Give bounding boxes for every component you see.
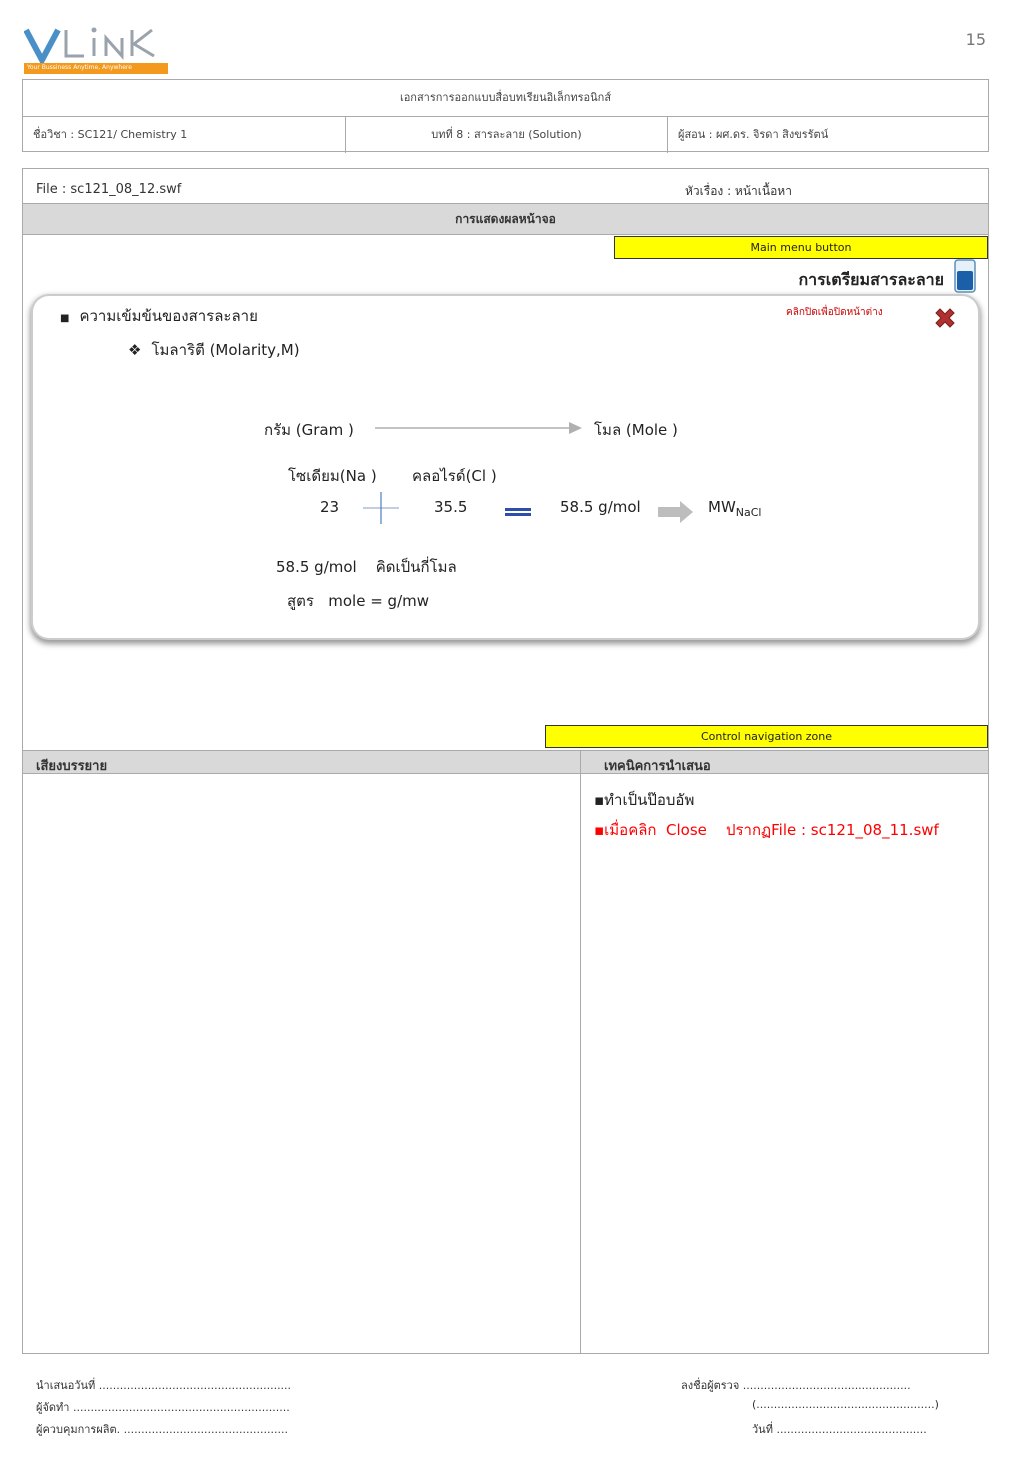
checker-name: (...................................................) — [752, 1398, 939, 1411]
bullet-concentration: ■ ความเข้มข้นของสารละลาย — [60, 307, 258, 325]
molar-mass-value: 58.5 g/mol — [560, 498, 641, 516]
doc-header-table — [22, 79, 989, 152]
vlink-logo — [24, 22, 174, 76]
question-text: 58.5 g/mol คิดเป็นกี่โมล — [276, 558, 457, 576]
sodium-label: โซเดียม(Na ) — [288, 467, 377, 485]
logo-brand — [174, 22, 175, 23]
control-navigation-zone[interactable]: Control navigation zone — [545, 725, 988, 748]
chapter-cell: บทที่ 8 : สารละลาย (Solution) — [346, 117, 668, 153]
technique-header: เทคนิคการนำเสนอ — [604, 759, 711, 774]
screen-display-header: การแสดงผลหน้าจอ — [23, 203, 988, 235]
gram-label: กรัม (Gram ) — [264, 421, 354, 439]
formula-text: สูตร mole = g/mw — [287, 592, 430, 610]
bottom-header-row — [23, 750, 988, 774]
technique-item: ▪ทำเป็นป๊อบอัพ — [594, 791, 695, 809]
checker-signature: ลงชื่อผู้ตรวจ ................................................ — [681, 1379, 911, 1392]
narration-header: เสียงบรรยาย — [36, 759, 108, 774]
chloride-label: คลอไรด์(Cl ) — [412, 467, 497, 485]
gram-to-mole-arrow — [375, 420, 583, 439]
sodium-mass: 23 — [320, 498, 340, 516]
file-label: File : sc121_08_12.swf — [36, 182, 182, 197]
logo-tagline: Your Bussiness Anytime, Anywhere — [27, 64, 132, 71]
page-number: 15 — [965, 30, 986, 49]
sub-bullet-molarity: ❖ โมลาริตี (Molarity,M) — [128, 341, 300, 359]
topic-label: หัวเรื่อง : หน้าเนื้อหา — [685, 184, 792, 198]
mw-nacl-label: $MW_{NaCl}$ — [708, 498, 762, 519]
prep-solution-title: การเตรียมสารละลาย — [798, 270, 944, 289]
subject-cell: ชื่อวิชา : SC121/ Chemistry 1 — [23, 117, 346, 153]
plus-icon — [363, 492, 399, 528]
main-menu-button[interactable]: Main menu button — [614, 236, 988, 259]
mole-label: โมล (Mole ) — [594, 421, 678, 439]
technique-item: ▪เมื่อคลิก Close ปรากฏFile : sc121_08_11.swf — [594, 821, 939, 839]
column-divider — [580, 750, 581, 1354]
production-controller: ผู้ควบคุมการผลิต. ............................................... — [36, 1423, 288, 1436]
equals-icon — [505, 502, 531, 521]
chlorine-mass: 35.5 — [434, 498, 468, 516]
close-icon[interactable] — [932, 305, 958, 331]
check-date: วันที่ ........................................... — [752, 1423, 927, 1436]
instructor-cell: ผู้สอน : ผศ.ดร. จิรดา สิงขรรัตน์ — [678, 128, 829, 141]
result-arrow-icon — [658, 500, 694, 528]
beaker-icon — [954, 259, 976, 293]
close-hint: คลิกปิดเพื่อปิดหน้าต่าง — [786, 307, 883, 318]
present-date: นำเสนอวันที่ ....................................................... — [36, 1379, 292, 1392]
doc-title: เอกสารการออกแบบสื่อบทเรียนอิเล็กทรอนิกส์ — [23, 80, 988, 117]
producer: ผู้จัดทำ .............................................................. — [36, 1401, 290, 1414]
